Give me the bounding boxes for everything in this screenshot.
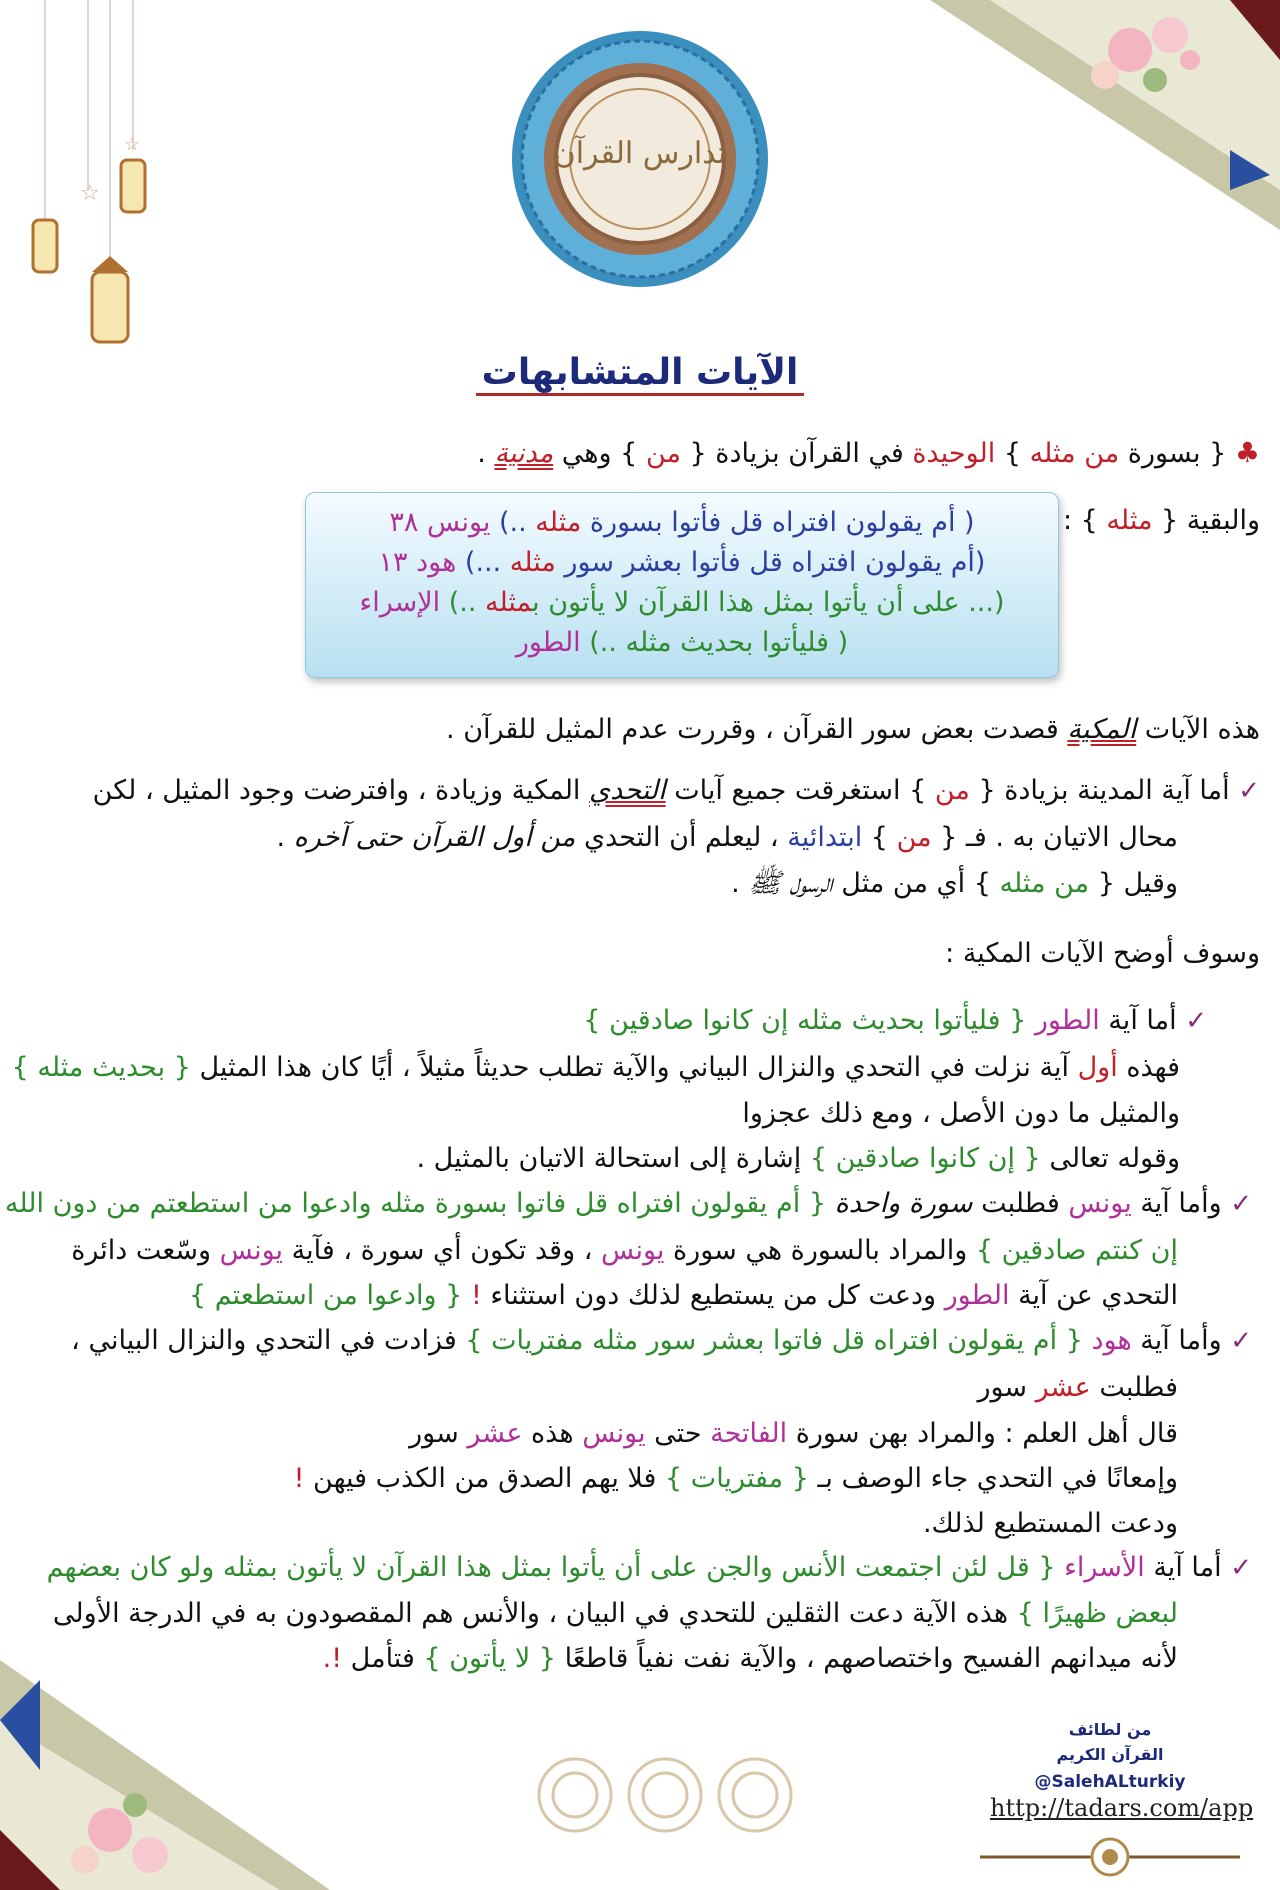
check-icon: ✓ (1230, 1326, 1252, 1356)
tur-line-3: والمثيل ما دون الأصل ، ومع ذلك عجزوا (742, 1098, 1180, 1129)
corner-decoration-bottom-left (0, 1660, 330, 1890)
will-explain-heading: وسوف أوضح الآيات المكية : (945, 938, 1260, 969)
tur-line-4: وقوله تعالى { إن كانوا صادقين } إشارة إلى استحالة الاتيان بالمثيل . (416, 1143, 1180, 1174)
check-icon: ✓ (1238, 776, 1260, 806)
footer-url-link[interactable]: http://tadars.com/app (990, 1794, 1254, 1822)
quran-medallion-logo (510, 18, 770, 300)
madani-line-3: وقيل { من مثله } أي من مثل الرسول ﷺ . (731, 868, 1178, 899)
corner-decoration-top-right (930, 0, 1280, 230)
footer-line-1: من لطائف (1068, 1720, 1152, 1739)
yunus-line-2: إن كنتم صادقين } والمراد بالسورة هي سورة يونس ، وقد تكون أي سورة ، فآية يونس وسّعت دائرة (71, 1235, 1178, 1266)
hanging-lanterns-decoration (20, 0, 160, 370)
svg-text:☆: ☆ (124, 134, 141, 155)
hud-line-2: فطلبت عشر سور (977, 1372, 1178, 1403)
verse-line: ( أم يقولون افتراه قل فأتوا بسورة مثله ..) يونس ٣٨ (389, 507, 975, 538)
verse-line: (... على أن يأتوا بمثل هذا القرآن لا يأتون بمثله ..) الإسراء (359, 587, 1005, 618)
footer-divider-ornament (980, 1832, 1240, 1882)
isra-line-3: لأنه ميدانهم الفسيح واختصاصهم ، والآية نفت نفياً قاطعًا { لا يأتون } فتأمل !. (322, 1643, 1178, 1674)
check-icon: ✓ (1230, 1189, 1252, 1219)
verse-line: (أم يقولون افتراه قل فأتوا بعشر سور مثله ...) هود ١٣ (378, 547, 986, 578)
page-title: الآيات المتشابهات (0, 352, 1280, 393)
isra-line-2: لبعض ظهيرًا } هذه الآية دعت الثقلين للتحدي في البيان ، والأنس هم المقصودون به في الدرجة الأولى (52, 1598, 1178, 1629)
footer-ornaments (530, 1750, 800, 1840)
hud-line-4: وإمعانًا في التحدي جاء الوصف بـ { مفتريات } فلا يهم الصدق من الكذب فيهن ! (293, 1463, 1178, 1494)
check-icon: ✓ (1185, 1006, 1207, 1036)
madani-line-1: ✓ أما آية المدينة بزيادة { من } استغرقت جميع آيات التحدي المكية وزيادة ، وافترضت وجود المثيل ، لكن (92, 775, 1260, 806)
tur-line-1: ✓ أما آية الطور { فليأتوا بحديث مثله إن كانوا صادقين } (583, 1005, 1207, 1036)
intro-line: ♣ { بسورة من مثله } الوحيدة في القرآن بزيادة { من } وهي مدنية . (477, 436, 1260, 469)
footer-line-2: القرآن الكريم (1056, 1745, 1164, 1764)
yunus-line-3: التحدي عن آية الطور ودعت كل من يستطيع لذلك دون استثناء ! { وادعوا من استطعتم } (188, 1280, 1178, 1311)
tur-line-2: فهذه أول آية نزلت في التحدي والنزال البياني والآية تطلب حديثاً مثيلاً ، أيًا كان هذا المثيل { بحديث مثله } (11, 1052, 1180, 1083)
hud-line-5: ودعت المستطيع لذلك. (922, 1508, 1178, 1539)
madani-line-2: محال الاتيان به . فـ { من } ابتدائية ، ليعلم أن التحدي من أول القرآن حتى آخره . (276, 822, 1178, 853)
svg-text:☆: ☆ (80, 181, 100, 206)
rest-label: والبقية { مثله } : (1062, 505, 1260, 536)
footer-credit (1010, 1720, 1210, 1792)
verse-box (305, 492, 1059, 678)
check-icon: ✓ (1230, 1553, 1252, 1583)
hud-line-1: ✓ وأما آية هود { أم يقولون افتراه قل فاتوا بعشر سور مثله مفتريات } فزادت في التحدي والنزال البياني ، (71, 1325, 1252, 1356)
yunus-line-1: ✓ وأما آية يونس فطلبت سورة واحدة { أم يقولون افتراه قل فاتوا بسورة مثله وادعوا من استطعتم من دون الله (4, 1188, 1252, 1219)
makki-paragraph: هذه الآيات المكية قصدت بعض سور القرآن ، وقررت عدم المثيل للقرآن . (446, 714, 1260, 745)
medallion-calligraphy: تدارس القرآن (553, 136, 727, 171)
club-bullet-icon: ♣ (1234, 436, 1260, 469)
footer-handle: @SalehALturkiy (1034, 1772, 1186, 1792)
hud-line-3: قال أهل العلم : والمراد بهن سورة الفاتحة حتى يونس هذه عشر سور (409, 1418, 1178, 1449)
verse-line: ( فليأتوا بحديث مثله ..) الطور (515, 627, 849, 658)
isra-line-1: ✓ أما آية الأسراء { قل لئن اجتمعت الأنس والجن على أن يأتوا بمثل هذا القرآن لا يأتون بمثله ولو كان بعضهم (46, 1552, 1252, 1583)
